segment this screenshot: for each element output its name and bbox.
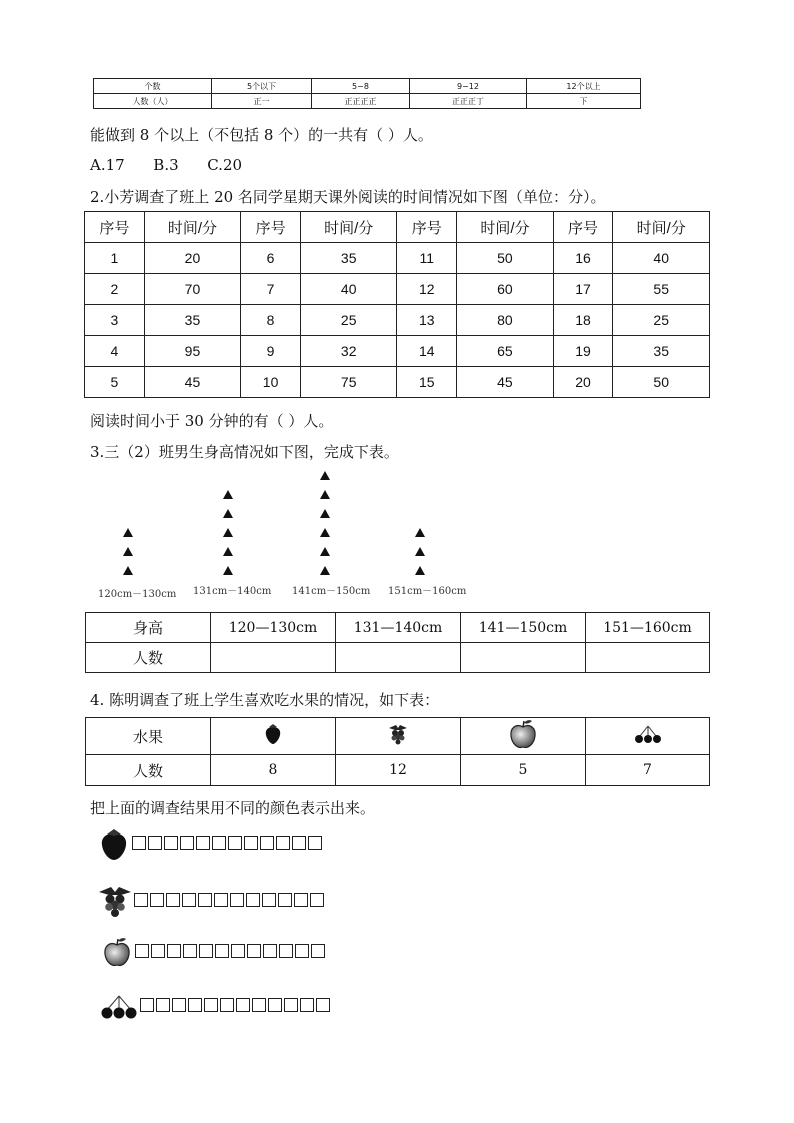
table-cell: 25	[300, 305, 397, 336]
color-box[interactable]	[150, 893, 164, 907]
column-header: 时间/分	[144, 212, 241, 243]
q3-title: 3.三（2）班男生身高情况如下图，完成下表。	[90, 443, 399, 461]
color-box[interactable]	[295, 944, 309, 958]
pictograph-marker	[223, 547, 233, 556]
table-row	[85, 336, 710, 367]
table-cell: 12个以上	[527, 79, 641, 94]
table-cell: 50	[457, 243, 554, 274]
table-cell: 下	[527, 94, 641, 109]
color-box[interactable]	[246, 893, 260, 907]
color-box[interactable]	[166, 893, 180, 907]
column-header: 时间/分	[300, 212, 397, 243]
color-box[interactable]	[204, 998, 218, 1012]
answer-cell[interactable]	[211, 643, 336, 673]
color-box[interactable]	[198, 893, 212, 907]
table-cell: 80	[457, 305, 554, 336]
table-cell: 7	[241, 274, 301, 305]
table-cell: 45	[144, 367, 241, 398]
color-box[interactable]	[247, 944, 261, 958]
column-header: 131—140cm	[336, 613, 461, 643]
pictograph-marker	[223, 566, 233, 575]
pictograph-marker	[320, 547, 330, 556]
column-header: 序号	[553, 212, 613, 243]
table-cell: 19	[553, 336, 613, 367]
color-box[interactable]	[276, 836, 290, 850]
table-cell: 8	[211, 755, 336, 786]
table-cell: 55	[613, 274, 710, 305]
column-header: 151—160cm	[586, 613, 710, 643]
color-box[interactable]	[268, 998, 282, 1012]
pictograph-category-label: 151cm－160cm	[388, 586, 467, 597]
pictograph-marker	[123, 566, 133, 575]
pictograph-marker	[223, 509, 233, 518]
apple-icon	[508, 718, 538, 750]
table-cell: 正一	[212, 94, 312, 109]
pictograph-category-label: 120cm－130cm	[98, 589, 177, 600]
pictograph-category-label: 131cm－140cm	[193, 586, 272, 597]
color-box-row[interactable]	[140, 998, 332, 1012]
table-cell: 正正正丁	[410, 94, 527, 109]
color-box[interactable]	[148, 836, 162, 850]
color-box[interactable]	[214, 893, 228, 907]
color-box[interactable]	[278, 893, 292, 907]
table-cell: 50	[613, 367, 710, 398]
table-cell: 70	[144, 274, 241, 305]
color-box[interactable]	[199, 944, 213, 958]
color-box[interactable]	[252, 998, 266, 1012]
color-box[interactable]	[151, 944, 165, 958]
color-box[interactable]	[316, 998, 330, 1012]
table-row	[94, 94, 641, 109]
color-box[interactable]	[308, 836, 322, 850]
height-table	[85, 612, 710, 673]
color-box[interactable]	[196, 836, 210, 850]
table-cell: 6	[241, 243, 301, 274]
color-box[interactable]	[236, 998, 250, 1012]
table-cell: 4	[85, 336, 145, 367]
answer-cell[interactable]	[461, 643, 586, 673]
table-cell: 5个以下	[212, 79, 312, 94]
table-row	[86, 718, 710, 755]
table-cell: 1	[85, 243, 145, 274]
grapes-cell	[336, 718, 461, 755]
apple-icon	[101, 936, 133, 968]
q1-question: 能做到 8 个以上（不包括 8 个）的一共有（ ）人。	[90, 126, 433, 144]
q2-title: 2.小芳调查了班上 20 名同学星期天课外阅读的时间情况如下图（单位：分）。	[90, 188, 606, 206]
table-cell: 5−8	[312, 79, 410, 94]
q1-options[interactable]: A.17 B.3 C.20	[90, 156, 243, 174]
table-cell: 15	[397, 367, 457, 398]
color-box[interactable]	[220, 998, 234, 1012]
color-box[interactable]	[167, 944, 181, 958]
table-cell: 10	[241, 367, 301, 398]
column-header: 时间/分	[457, 212, 554, 243]
grapes-icon	[97, 883, 133, 919]
q4-title: 4. 陈明调查了班上学生喜欢吃水果的情况，如下表：	[90, 691, 440, 709]
color-box[interactable]	[310, 893, 324, 907]
color-box[interactable]	[311, 944, 325, 958]
table-cell: 40	[300, 274, 397, 305]
strawberry-icon	[99, 828, 129, 862]
strawberry-cell	[211, 718, 336, 755]
pictograph-marker	[320, 471, 330, 480]
pictograph-marker	[123, 528, 133, 537]
table-cell: 14	[397, 336, 457, 367]
q4-instruction: 把上面的调查结果用不同的颜色表示出来。	[90, 799, 376, 817]
color-box[interactable]	[156, 998, 170, 1012]
color-box[interactable]	[172, 998, 186, 1012]
table-cell: 12	[336, 755, 461, 786]
tally-table	[93, 78, 641, 109]
color-box[interactable]	[231, 944, 245, 958]
table-row	[86, 755, 710, 786]
cherry-icon	[99, 994, 139, 1020]
color-box-row[interactable]	[135, 944, 327, 958]
pictograph-marker	[415, 547, 425, 556]
table-cell: 35	[300, 243, 397, 274]
table-cell: 75	[300, 367, 397, 398]
pictograph-category-label: 141cm－150cm	[292, 586, 371, 597]
table-cell: 17	[553, 274, 613, 305]
color-box[interactable]	[180, 836, 194, 850]
color-box[interactable]	[228, 836, 242, 850]
cherry-icon	[633, 724, 663, 744]
strawberry-icon	[263, 723, 283, 745]
table-cell: 65	[457, 336, 554, 367]
cherry-cell	[586, 718, 710, 755]
color-box[interactable]	[244, 836, 258, 850]
row-label: 人数	[86, 755, 211, 786]
table-cell: 人数（人）	[94, 94, 212, 109]
color-box[interactable]	[260, 836, 274, 850]
pictograph-marker	[223, 528, 233, 537]
table-cell: 5	[85, 367, 145, 398]
color-box[interactable]	[212, 836, 226, 850]
table-cell: 20	[144, 243, 241, 274]
table-row	[94, 79, 641, 94]
answer-cell[interactable]	[586, 643, 710, 673]
color-box[interactable]	[279, 944, 293, 958]
table-row	[85, 274, 710, 305]
color-box[interactable]	[188, 998, 202, 1012]
table-cell: 13	[397, 305, 457, 336]
color-box[interactable]	[215, 944, 229, 958]
pictograph-marker	[415, 566, 425, 575]
table-cell: 40	[613, 243, 710, 274]
grapes-icon	[386, 722, 410, 746]
color-box-row[interactable]	[132, 836, 324, 850]
table-cell: 8	[241, 305, 301, 336]
reading-time-table	[84, 211, 710, 398]
color-box[interactable]	[140, 998, 154, 1012]
color-box[interactable]	[292, 836, 306, 850]
color-box[interactable]	[135, 944, 149, 958]
table-row	[86, 643, 710, 673]
color-box[interactable]	[182, 893, 196, 907]
table-row	[85, 243, 710, 274]
pictograph-marker	[320, 509, 330, 518]
table-cell: 2	[85, 274, 145, 305]
pictograph-marker	[415, 528, 425, 537]
pictograph-marker	[123, 547, 133, 556]
table-cell: 35	[144, 305, 241, 336]
fruit-table	[85, 717, 710, 786]
column-header: 身高	[86, 613, 211, 643]
table-header-row	[85, 212, 710, 243]
table-header-row	[86, 613, 710, 643]
row-label: 水果	[86, 718, 211, 755]
table-cell: 32	[300, 336, 397, 367]
table-cell: 12	[397, 274, 457, 305]
table-cell: 25	[613, 305, 710, 336]
color-box-row[interactable]	[134, 893, 326, 907]
color-box[interactable]	[132, 836, 146, 850]
color-box[interactable]	[183, 944, 197, 958]
q2-question: 阅读时间小于 30 分钟的有（ ）人。	[90, 412, 334, 430]
table-cell: 95	[144, 336, 241, 367]
pictograph-marker	[320, 566, 330, 575]
column-header: 120—130cm	[211, 613, 336, 643]
table-cell: 7	[586, 755, 710, 786]
table-cell: 3	[85, 305, 145, 336]
column-header: 序号	[241, 212, 301, 243]
color-box[interactable]	[294, 893, 308, 907]
pictograph-marker	[223, 490, 233, 499]
color-box[interactable]	[230, 893, 244, 907]
table-cell: 9−12	[410, 79, 527, 94]
table-cell: 35	[613, 336, 710, 367]
table-row	[85, 305, 710, 336]
color-box[interactable]	[263, 944, 277, 958]
table-cell: 45	[457, 367, 554, 398]
column-header: 序号	[85, 212, 145, 243]
column-header: 序号	[397, 212, 457, 243]
row-label: 人数	[86, 643, 211, 673]
color-box[interactable]	[284, 998, 298, 1012]
pictograph-marker	[320, 528, 330, 537]
apple-cell	[461, 718, 586, 755]
color-box[interactable]	[262, 893, 276, 907]
table-row	[85, 367, 710, 398]
table-cell: 9	[241, 336, 301, 367]
pictograph-marker	[320, 490, 330, 499]
column-header: 141—150cm	[461, 613, 586, 643]
table-cell: 个数	[94, 79, 212, 94]
column-header: 时间/分	[613, 212, 710, 243]
color-box[interactable]	[300, 998, 314, 1012]
answer-cell[interactable]	[336, 643, 461, 673]
table-cell: 18	[553, 305, 613, 336]
table-cell: 5	[461, 755, 586, 786]
table-cell: 20	[553, 367, 613, 398]
color-box[interactable]	[134, 893, 148, 907]
table-cell: 16	[553, 243, 613, 274]
table-cell: 11	[397, 243, 457, 274]
color-box[interactable]	[164, 836, 178, 850]
table-cell: 60	[457, 274, 554, 305]
table-cell: 正正正正	[312, 94, 410, 109]
